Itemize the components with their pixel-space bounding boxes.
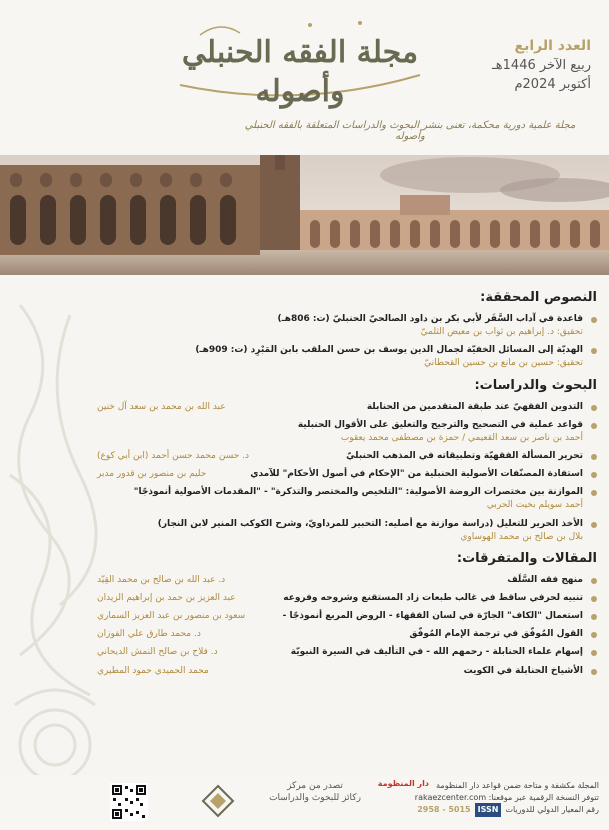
list-item <box>97 419 597 444</box>
list-item <box>97 344 597 369</box>
item-author: حليم بن منصور بن قدور مدبر <box>97 469 207 480</box>
list-item <box>97 628 597 640</box>
mosque-photo <box>0 155 609 275</box>
issn-badge: ISSN <box>475 803 502 817</box>
item-title: الأخذ الحرير للتعليل (دراسة موازنة مع أصليه: التحبير للمرداويّ، وشرح الكوكب المنير لابن النجار) <box>157 518 583 529</box>
item-author: بلال بن صالح بن محمد الهوساوي <box>460 531 583 542</box>
footer-website-note: تتوفر النسخة الرقمية عبر موقعنا: rakaezcenter.com <box>414 792 599 802</box>
list-item <box>97 518 597 543</box>
section-title: المقالات والمتفرقات: <box>456 550 597 566</box>
item-author: د. عبد الله بن صالح بن محمد القِيّد <box>97 574 226 585</box>
issue-hijri-date: ربيع الآخر 1446هـ <box>491 58 591 73</box>
list-item <box>97 646 597 658</box>
item-author: سعود بن منصور بن عبد العزيز السماري <box>97 611 246 622</box>
section-research <box>97 378 597 543</box>
bullet-icon <box>591 348 597 354</box>
rakaez-logo-icon <box>188 781 248 826</box>
item-author: د. حسن محمد حسن أحمد (ابن أبي كوع) <box>97 450 250 461</box>
list-item <box>97 610 597 622</box>
item-title: التدوين الفقهيّ عند طبقة المتقدمين من الحنابلة <box>366 401 583 412</box>
issue-info <box>451 38 591 92</box>
item-title: قاعدة في آداب السَّفَر لأبي بكر بن داود الصالحيّ الحنبليّ (ت: 806هـ) <box>277 314 583 324</box>
list-item <box>97 450 597 462</box>
item-title: إسهام علماء الحنابلة - رحمهم الله - في التأليف في السيرة النبويّة <box>290 647 583 658</box>
issue-gregorian-date: أكتوبر 2024م <box>514 77 591 92</box>
list-item <box>97 665 597 677</box>
item-title: تنبيه لحرفي ساقط في غالب طبعات زاد المستقنع وشروحه وفروعه <box>283 592 583 603</box>
list-item <box>97 401 597 413</box>
rakaez-logo <box>188 781 248 826</box>
item-author: د. محمد طارق علي الفوزان <box>97 629 201 640</box>
table-of-contents <box>97 290 597 685</box>
journal-title: مجلة الفقه الحنبلي وأصوله <box>181 35 419 109</box>
bullet-icon <box>591 472 597 478</box>
bullet-icon <box>591 454 597 460</box>
bullet-icon <box>591 596 597 602</box>
seal-line-1: تصدر من مركز <box>287 781 343 791</box>
calligraphy-decoration <box>0 275 110 830</box>
item-author: أحمد بن ناصر بن سعد القعيمي / حمزة بن مصطفى محمد يعقوب <box>340 432 583 443</box>
item-author: محمد الحميدي حمود المطيري <box>97 665 209 676</box>
issn-value: 5015 - 2958 <box>417 805 471 815</box>
list-item <box>97 574 597 586</box>
item-author: عبد العزيز بن حمد بن إبراهيم الزيدان <box>97 592 236 603</box>
footer <box>0 775 609 830</box>
section-title: النصوص المحققة: <box>480 290 597 305</box>
issn-label-text: رقم المعيار الدولي للدوريات <box>505 805 599 815</box>
item-title: الموازنة بين مختصرات الروضة الأصولية: "التلخيص والمختصر والتذكرة" - "المقدمات الأصولية أنموذجًا" <box>133 487 583 498</box>
journal-logo <box>160 15 440 110</box>
journal-subtitle: مجلة علمية دورية محكمة، تعنى بنشر البحوث والدراسات المتعلقة بالفقه الحنبلي وأصوله <box>244 120 576 142</box>
item-author: عبد الله بن محمد بن سعد آل خنين <box>97 401 226 412</box>
bullet-icon <box>591 669 597 675</box>
item-title: تحرير المسألة الفقهيّة وتطبيقاته في المذهب الحنبليّ <box>346 450 583 461</box>
issn-row <box>369 803 599 817</box>
list-item <box>97 592 597 604</box>
bullet-icon <box>591 490 597 496</box>
item-author: تحقيق: حسين بن مانع بن حسين القحطانيّ <box>424 358 583 369</box>
item-title: منهج فقه السَّلَف <box>507 574 583 585</box>
mosque-courtyard-image <box>0 155 609 275</box>
bullet-icon <box>591 522 597 528</box>
item-title: قواعد عملية في التصحيح والترجيح والتعليق على الأقوال الحنبلية <box>297 419 583 430</box>
item-author: د. فلاح بن صالح النمش الديحاني <box>97 647 218 658</box>
item-title: الهديّة إلى المسائل الخفيّة لجمال الدين يوسف بن حسن الملقب بابن المَبْرِد (ت: 909هـ) <box>195 345 583 356</box>
section-articles <box>97 551 597 677</box>
bullet-icon <box>591 317 597 323</box>
section-title: البحوث والدراسات: <box>474 377 597 393</box>
bullet-icon <box>591 423 597 429</box>
item-title: استعمال "الكاف" الجارّة في لسان الفقهاء - الروض المربع أنموذجًا - <box>282 611 583 622</box>
item-title: القول المُوفّق في ترجمة الإمام المُوفّق <box>409 629 583 640</box>
header <box>0 0 609 155</box>
item-title: الأشياخ الحنابلة في الكويت <box>463 665 583 676</box>
bullet-icon <box>591 578 597 584</box>
item-author: تحقيق: د. إبراهيم بن ثواب بن معيض الثلميّ <box>420 327 583 338</box>
issue-number: العدد الرابع <box>514 38 591 54</box>
footer-indexing-note: المجلة مكشفة و متاحة ضمن قواعد دار المنظومة <box>436 781 599 790</box>
bullet-icon <box>591 650 597 656</box>
list-item <box>97 313 597 338</box>
center-seal <box>260 781 370 804</box>
item-title: استفادة المصنّفات الأصولية الحنبلية من "الإحكام في أصول الأحكام" للآمدي <box>250 469 583 480</box>
bullet-icon <box>591 405 597 411</box>
list-item <box>97 486 597 511</box>
section-edited-texts <box>97 290 597 370</box>
bullet-icon <box>591 614 597 620</box>
list-item <box>97 468 597 480</box>
bullet-icon <box>591 632 597 638</box>
qr-code-icon[interactable] <box>110 783 148 821</box>
seal-line-2: ركائز للبحوث والدراسات <box>269 792 361 803</box>
item-author: أحمد سويلم بخيت الحربي <box>486 500 583 511</box>
publisher-logo: دار المنظومة <box>377 779 429 788</box>
